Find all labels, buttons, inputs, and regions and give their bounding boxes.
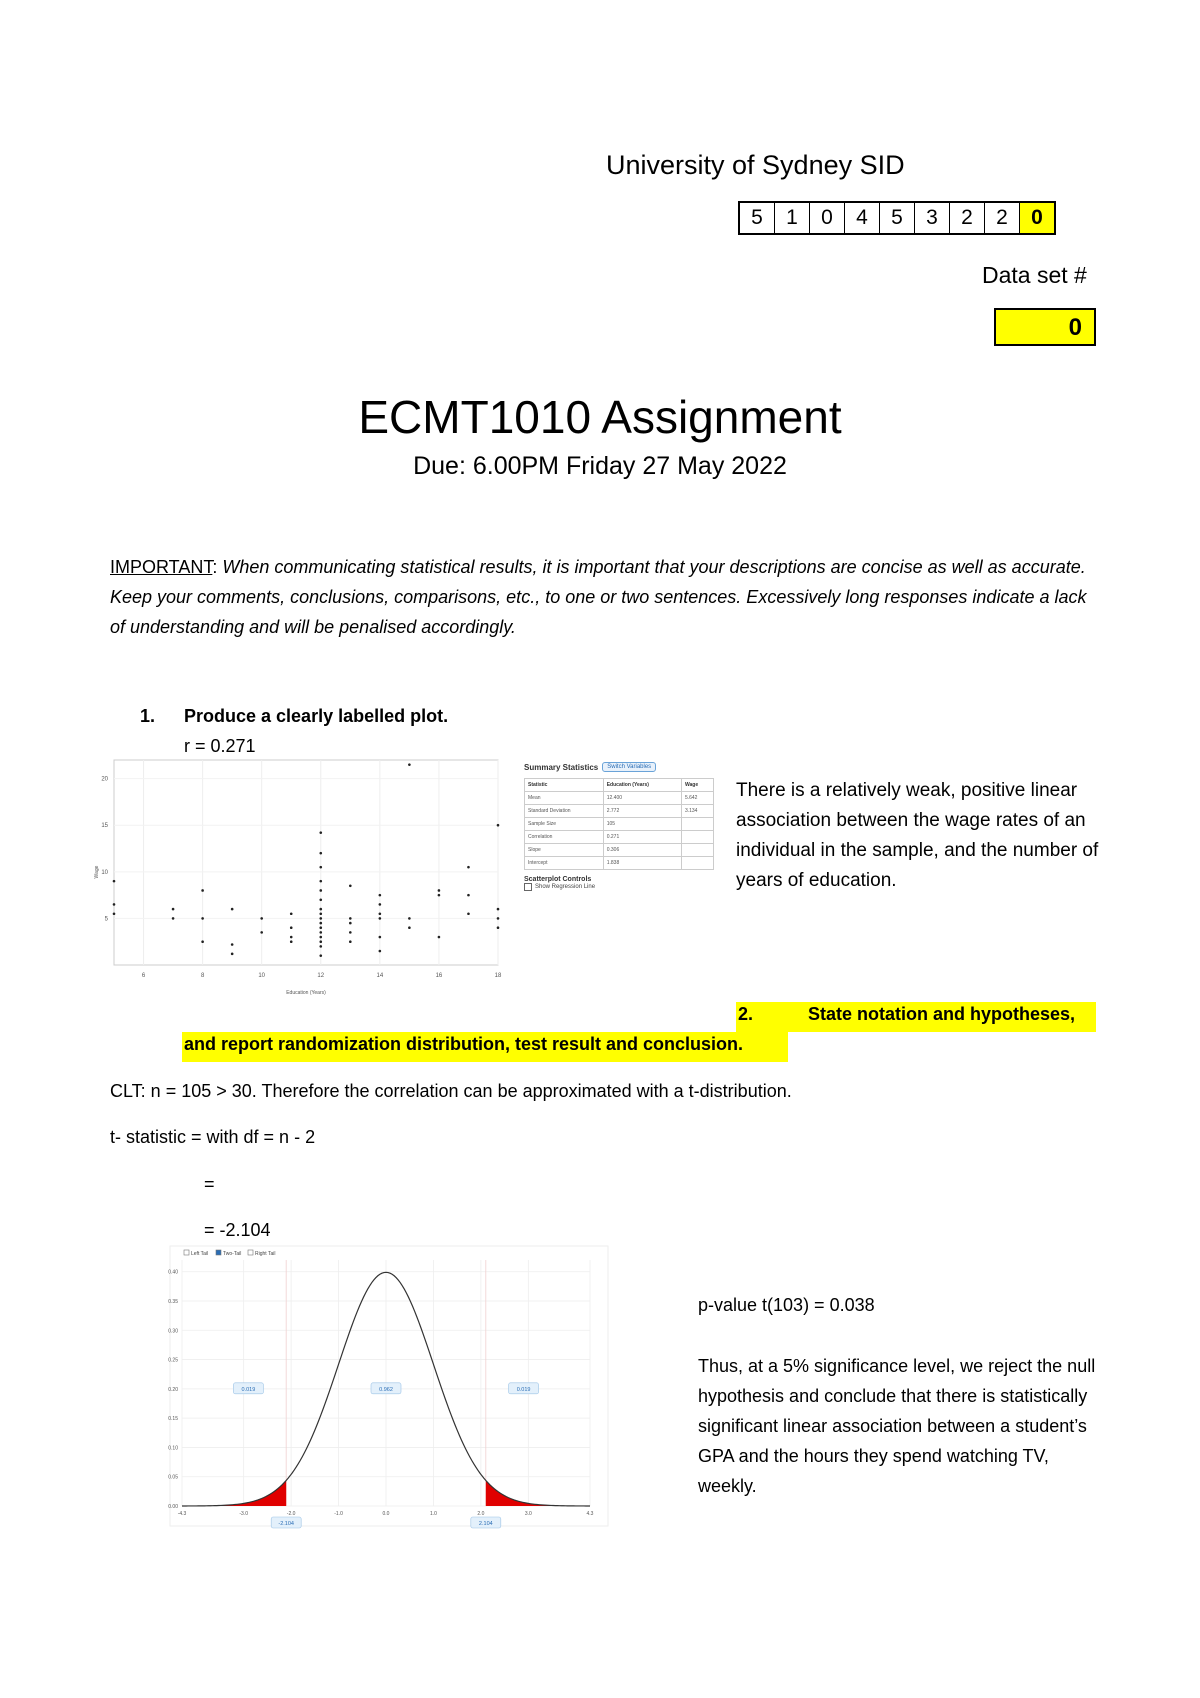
scatter-point — [408, 763, 411, 766]
scatter-x-axis-label: Education (Years) — [286, 990, 326, 996]
scatter-point — [172, 917, 175, 920]
document-title: ECMT1010 Assignment — [358, 391, 842, 443]
dataset-value: 0 — [994, 308, 1096, 346]
test-conclusion: Thus, at a 5% significance level, we reject the null hypothesis and conclude that there is statistically significant linear association between a student’s GPA and the hours they spend watching TV, weekly. — [698, 1356, 1096, 1496]
sid-title: University of Sydney SID — [606, 150, 905, 180]
scatter-point — [319, 922, 322, 925]
scatter-point — [379, 917, 382, 920]
table-cell: 12.400 — [603, 792, 681, 805]
scatter-point — [349, 884, 352, 887]
scatterplot-controls-title: Scatterplot Controls — [524, 876, 592, 883]
scatter-point — [319, 831, 322, 834]
tail-option-checkbox — [248, 1250, 253, 1255]
scatter-point — [438, 936, 441, 939]
scatter-x-tick-label: 6 — [141, 973, 146, 979]
region-probability-label: 0.962 — [379, 1386, 393, 1393]
equation-line: = — [204, 1174, 215, 1194]
scatter-point — [379, 912, 382, 915]
tdist-x-tick-label: 3.0 — [524, 1511, 532, 1517]
sid-digit: 0 — [810, 203, 845, 233]
tail-option-label: Two-Tail — [223, 1251, 242, 1257]
table-cell: Sample Size — [525, 818, 604, 831]
tdist-y-tick-label: 0.10 — [168, 1445, 178, 1452]
tdist-x-tick-label: -2.0 — [286, 1511, 296, 1517]
sid-digit: 5 — [880, 203, 915, 233]
table-cell: Slope — [525, 844, 604, 857]
scatter-x-tick-label: 18 — [494, 973, 502, 979]
scatter-point — [319, 912, 322, 915]
tdist-y-tick-label: 0.40 — [168, 1269, 178, 1276]
scatter-point — [379, 936, 382, 939]
scatter-point — [290, 940, 293, 943]
table-cell: Mean — [525, 792, 604, 805]
scatter-point — [379, 903, 382, 906]
table-cell: 1.838 — [603, 857, 681, 870]
sid-digit-boxes — [738, 201, 1056, 235]
tdist-x-tick-label: -3.0 — [239, 1511, 248, 1517]
t-statistic-formula: t- statistic = with df = n - 2 — [110, 1127, 316, 1147]
scatter-point — [201, 889, 204, 892]
scatter-point — [467, 866, 470, 869]
scatter-point — [319, 936, 322, 939]
table-header-row — [525, 779, 714, 792]
scatter-point — [379, 894, 382, 897]
t-statistic-value: = -2.104 — [204, 1220, 271, 1240]
scatter-point — [349, 931, 352, 934]
table-row — [525, 857, 714, 870]
scatter-y-tick-label: 5 — [104, 916, 108, 923]
scatter-point — [113, 903, 116, 906]
due-date: Due: 6.00PM Friday 27 May 2022 — [413, 452, 787, 480]
scatter-point — [231, 953, 234, 956]
scatter-point — [201, 940, 204, 943]
t-distribution-plot — [150, 1240, 610, 1540]
important-text: When communicating statistical results, it is important that your descriptions are concise as well as accurate. Keep your comments, conclusions, comparisons, etc., to one or two sentences. Excessively long responses indicate a lack of understanding and will be penalised accordingly. — [110, 557, 1087, 637]
tdist-x-tick-label: 1.0 — [429, 1511, 437, 1517]
sid-digit-highlighted: 0 — [1020, 203, 1054, 233]
scatter-point — [497, 917, 500, 920]
switch-variables-button[interactable]: Switch Variables — [602, 762, 656, 772]
scatter-point — [497, 908, 500, 911]
tdist-y-tick-label: 0.00 — [168, 1504, 178, 1510]
tdist-y-tick-label: 0.35 — [168, 1299, 178, 1305]
scatter-point — [467, 912, 470, 915]
scatter-point — [172, 908, 175, 911]
table-row — [525, 818, 714, 831]
table-cell — [681, 844, 713, 857]
region-probability-label: 0.019 — [241, 1386, 256, 1393]
scatter-point — [319, 931, 322, 934]
dataset-label: Data set # — [982, 262, 1087, 288]
clt-statement: CLT: n = 105 > 30. Therefore the correlation can be approximated with a t-distribution. — [110, 1081, 792, 1101]
scatterplot — [86, 750, 506, 1000]
scatter-point — [408, 926, 411, 929]
scatter-point — [231, 943, 234, 946]
scatter-point — [319, 889, 322, 892]
scatter-point — [290, 912, 293, 915]
scatter-point — [349, 917, 352, 920]
table-cell: Intercept — [525, 857, 604, 870]
scatter-point — [319, 898, 322, 901]
scatter-point — [379, 950, 382, 953]
scatter-point — [290, 936, 293, 939]
scatter-point — [260, 917, 263, 920]
tdist-y-tick-label: 0.15 — [168, 1416, 178, 1423]
question-1-comment: There is a relatively weak, positive linear association between the wage rates of an individual in the sample, and the number of years of education. — [736, 780, 1099, 891]
scatter-point — [319, 880, 322, 883]
sid-digit: 3 — [915, 203, 950, 233]
table-cell: Standard Deviation — [525, 805, 604, 818]
tdist-x-tick-label: 4.3 — [586, 1511, 594, 1517]
tdist-x-tick-label: 2.0 — [477, 1511, 485, 1517]
scatter-point — [319, 866, 322, 869]
scatter-point — [319, 908, 322, 911]
scatter-point — [201, 917, 204, 920]
tdist-y-tick-label: 0.25 — [168, 1357, 178, 1364]
table-cell: 105 — [603, 818, 681, 831]
question-2-prompt-line1: State notation and hypotheses, — [808, 1004, 1076, 1024]
table-header-cell: Statistic — [525, 779, 604, 792]
sid-digit: 4 — [845, 203, 880, 233]
scatter-point — [113, 880, 116, 883]
tail-option-label: Right Tail — [255, 1251, 276, 1257]
table-row — [525, 805, 714, 818]
scatter-x-tick-label: 10 — [258, 973, 266, 979]
summary-statistics-heading: Summary Statistics — [524, 762, 599, 772]
tdist-y-tick-label: 0.30 — [168, 1328, 178, 1335]
scatter-point — [349, 922, 352, 925]
table-row — [525, 792, 714, 805]
summary-statistics-panel — [524, 762, 714, 891]
important-colon: : — [212, 557, 218, 577]
scatter-point — [438, 894, 441, 897]
table-cell — [681, 857, 713, 870]
scatter-x-tick-label: 16 — [435, 973, 443, 979]
scatter-y-tick-label: 10 — [101, 869, 108, 876]
regression-line-label: Show Regression Line — [535, 884, 596, 890]
table-cell: 5.642 — [681, 792, 713, 805]
scatter-point — [349, 940, 352, 943]
table-cell: 0.306 — [603, 844, 681, 857]
question-2-number: 2. — [738, 1004, 754, 1024]
table-header-cell: Wage — [681, 779, 713, 792]
scatter-point — [319, 926, 322, 929]
table-header-cell: Education (Years) — [603, 779, 681, 792]
tdist-x-tick-label: 0.0 — [382, 1511, 390, 1517]
table-cell: Correlation — [525, 831, 604, 844]
question-2-prompt-line2: and report randomization distribution, test result and conclusion. — [184, 1034, 744, 1054]
scatter-point — [497, 926, 500, 929]
important-label: IMPORTANT — [110, 557, 213, 577]
scatter-point — [260, 931, 263, 934]
tdist-x-tick-label: -4.3 — [177, 1511, 187, 1517]
tdist-y-tick-label: 0.20 — [168, 1386, 178, 1393]
scatter-point — [319, 945, 322, 948]
scatter-x-tick-label: 14 — [376, 973, 384, 979]
question-1-number: 1. — [140, 706, 156, 726]
tail-option-checkbox — [184, 1250, 189, 1255]
correlation-value: r = 0.271 — [184, 736, 256, 756]
show-regression-line-option[interactable] — [524, 883, 714, 891]
tail-option-checkbox — [216, 1250, 221, 1255]
scatter-x-tick-label: 8 — [200, 973, 205, 979]
scatter-point — [438, 889, 441, 892]
sid-digit: 5 — [740, 203, 775, 233]
table-cell — [681, 818, 713, 831]
tdist-y-tick-label: 0.05 — [168, 1474, 178, 1481]
scatter-point — [408, 917, 411, 920]
scatter-y-tick-label: 15 — [101, 823, 108, 830]
cutoff-value-label: 2.104 — [478, 1521, 493, 1527]
tail-option-label: Left Tail — [191, 1251, 209, 1257]
scatter-point — [231, 908, 234, 911]
cutoff-value-label: -2.104 — [278, 1521, 294, 1527]
scatter-point — [319, 954, 322, 957]
scatter-plot-frame — [114, 760, 498, 965]
scatter-y-tick-label: 20 — [101, 776, 108, 783]
scatter-point — [467, 894, 470, 897]
sid-digit: 2 — [985, 203, 1020, 233]
scatter-point — [290, 926, 293, 929]
sid-digit: 2 — [950, 203, 985, 233]
table-cell: 3.134 — [681, 805, 713, 818]
scatter-y-axis-label: Wage — [94, 865, 100, 879]
scatter-point — [497, 824, 500, 827]
table-row — [525, 831, 714, 844]
scatter-point — [319, 940, 322, 943]
p-value: p-value t(103) = 0.038 — [698, 1295, 875, 1315]
regression-line-checkbox[interactable] — [524, 883, 532, 891]
summary-statistics-table — [524, 778, 714, 870]
table-cell: 0.271 — [603, 831, 681, 844]
scatter-point — [319, 852, 322, 855]
table-row — [525, 844, 714, 857]
scatter-point — [113, 912, 116, 915]
table-cell: 2.772 — [603, 805, 681, 818]
scatter-x-tick-label: 12 — [317, 973, 325, 979]
tdist-x-tick-label: -1.0 — [334, 1511, 343, 1517]
summary-statistics-title — [524, 762, 714, 772]
sid-digit: 1 — [775, 203, 810, 233]
scatter-point — [319, 917, 322, 920]
important-note — [110, 552, 1090, 642]
table-cell — [681, 831, 713, 844]
question-1-prompt: Produce a clearly labelled plot. — [184, 706, 449, 726]
region-probability-label: 0.019 — [516, 1386, 531, 1393]
